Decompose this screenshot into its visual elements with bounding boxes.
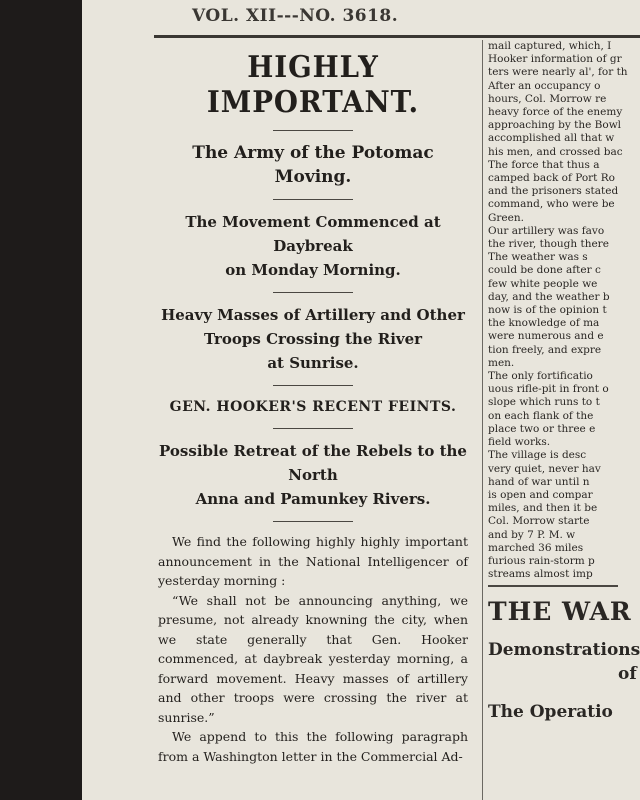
text-line: is open and compar xyxy=(488,488,593,501)
text-line: Our artillery was favo xyxy=(488,224,605,237)
deck-line: on Monday Morning. xyxy=(225,261,401,279)
text-line: heavy force of the enemy xyxy=(488,106,623,119)
deck-line: The Army of the Potomac xyxy=(192,143,434,163)
paragraph: “We shall not be announcing anything, we presume, not already knowning the city, when we state generally that Gen. Hooker commenced, at daybreak yesterday morning, a forward movement. Heavy masses of artillery and other troops were crossing the river at sunrise.” xyxy=(158,592,468,725)
divider xyxy=(488,585,618,587)
text-line: place two or three e xyxy=(488,422,596,435)
text-line: and by 7 P. M. w xyxy=(488,528,576,541)
headline: HIGHLY IMPORTANT. xyxy=(206,50,420,120)
text-line: hand of war until n xyxy=(488,475,590,488)
text-line: streams almost imp xyxy=(488,568,593,581)
deck-line: Anna and Pamunkey Rivers. xyxy=(195,490,431,508)
text-line: the knowledge of ma xyxy=(488,317,600,330)
text-line: and the prisoners stated xyxy=(488,185,619,198)
text-line: Col. Morrow starte xyxy=(488,515,590,528)
divider xyxy=(273,292,353,293)
text-line: slope which runs to t xyxy=(488,396,600,409)
deck-line: Heavy Masses of Artillery and Other xyxy=(161,306,465,324)
text-line: ters were nearly al', for th xyxy=(488,66,628,79)
text-line: The weather was s xyxy=(488,251,588,264)
divider xyxy=(273,130,353,131)
text-line: few white people we xyxy=(488,277,598,290)
text-line: marched 36 miles xyxy=(488,541,584,554)
text-line: uous rifle-pit in front o xyxy=(488,383,609,396)
deck-line: The Movement Commenced at Daybreak xyxy=(185,213,441,255)
text-line: very quiet, never hav xyxy=(488,462,601,475)
text-line: the river, though there xyxy=(488,238,609,251)
deck-line: Moving. xyxy=(274,167,352,187)
text-line: approaching by the Bowl xyxy=(488,119,622,132)
text-line: hours, Col. Morrow re xyxy=(488,92,607,105)
text-line: furious rain-storm p xyxy=(488,554,595,567)
divider xyxy=(273,199,353,200)
text-line: tion freely, and expre xyxy=(488,343,602,356)
operations-heading: The Operatio xyxy=(488,702,613,723)
text-line: The village is desc xyxy=(488,449,587,462)
masthead-rule xyxy=(154,35,640,38)
left-background xyxy=(0,0,82,800)
divider xyxy=(273,521,353,522)
demonstrations-heading: Demonstrations xyxy=(488,640,640,661)
of-heading: of xyxy=(618,664,637,685)
text-line: The only fortificatio xyxy=(488,370,593,383)
divider xyxy=(273,428,353,429)
text-line: now is of the opinion t xyxy=(488,304,607,317)
right-column-text xyxy=(488,40,640,581)
volume-line: VOL. XII---NO. 3618. xyxy=(192,6,399,26)
deck-army-moving xyxy=(154,141,472,189)
war-heading: THE WAR xyxy=(488,597,632,627)
text-line: accomplished all that w xyxy=(488,132,615,145)
column-divider xyxy=(482,40,483,800)
newspaper-page xyxy=(82,0,640,800)
deck-hooker-feints: GEN. HOOKER'S RECENT FEINTS. xyxy=(169,399,457,415)
deck-line: Troops Crossing the River xyxy=(203,330,423,348)
text-line: day, and the weather b xyxy=(488,290,610,303)
deck-movement-commenced xyxy=(154,210,472,282)
text-line: his men, and crossed bac xyxy=(488,145,623,158)
text-line: The force that thus a xyxy=(488,158,600,171)
text-line: command, who were be xyxy=(488,198,615,211)
article-body xyxy=(154,532,472,766)
paragraph: We find the following highly highly important announcement in the National Intelligencer of yesterday morning : xyxy=(158,534,468,588)
text-line: After an occupancy o xyxy=(488,79,601,92)
deck-line: at Sunrise. xyxy=(267,354,359,372)
text-line: camped back of Port Ro xyxy=(488,172,615,185)
text-line: could be done after c xyxy=(488,264,601,277)
main-article xyxy=(154,42,472,766)
text-line: miles, and then it be xyxy=(488,502,598,515)
right-column xyxy=(488,40,640,722)
text-line: men. xyxy=(488,356,515,369)
text-line: were numerous and e xyxy=(488,330,604,343)
text-line: Green. xyxy=(488,211,524,224)
text-line: field works. xyxy=(488,436,551,449)
text-line: mail captured, which, I xyxy=(488,40,612,52)
deck-line: Possible Retreat of the Rebels to the North xyxy=(159,442,467,484)
deck-possible-retreat xyxy=(154,439,472,511)
divider xyxy=(273,385,353,386)
text-line: on each flank of the xyxy=(488,409,594,422)
paragraph: We append to this the following paragraph from a Washington letter in the Commercial Ad- xyxy=(158,729,468,764)
deck-artillery xyxy=(154,303,472,375)
text-line: Hooker information of gr xyxy=(488,53,622,66)
